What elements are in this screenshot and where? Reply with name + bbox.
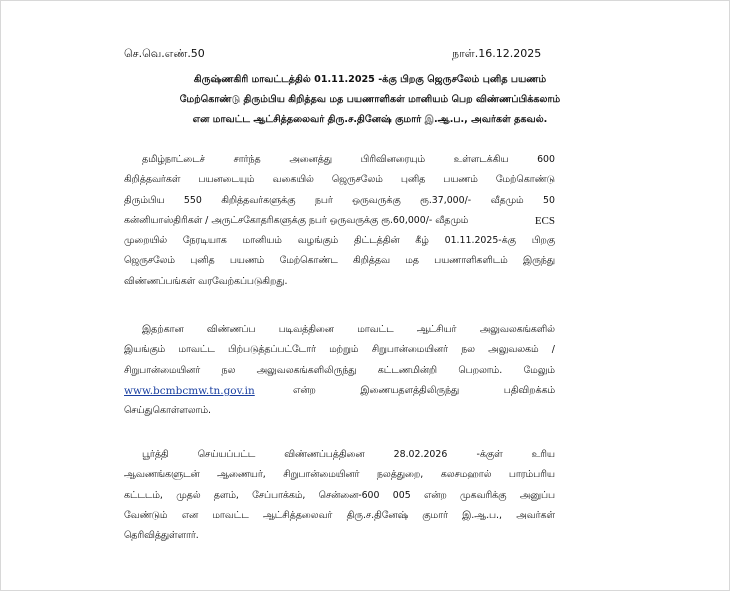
word: அலுவலகம் [488,344,539,356]
word: பதிவிறக்கம் [503,384,555,396]
word: வீதமும் [490,194,524,206]
word: 50 [543,194,555,206]
paragraph-last-line: தெரிவித்துள்ளார். [124,530,199,542]
word: கட்டடம், [124,489,163,501]
word: செய்யப்பட்ட [197,449,256,460]
word: கிறித்தவர்களுக்கு [221,194,296,206]
justified-line [124,486,555,506]
word: திரும்பிய [124,194,165,206]
word: பூர்த்தி [142,449,169,460]
word: பாரம்பரிய [508,469,555,481]
word: மாவட்ட [212,509,249,521]
justified-line [124,211,555,231]
line-rest-words [293,381,555,401]
word: ஆட்சியர் [416,324,457,335]
word: பெறலாம். [458,364,503,376]
press-release-date: நாள்.16.12.2025 [452,47,542,60]
word: என்ற [423,489,447,501]
word: புனித [190,255,215,267]
word: சிறுபான்மையினர் [371,344,448,356]
word: நபர் [314,194,333,206]
word: உள்ளடக்கிய [453,154,509,165]
word: முறையில் [124,235,168,247]
word: பயணம் [229,255,265,267]
word: பிரிவினரையும் [360,154,426,165]
word: சென்னை-600 [318,489,380,501]
word: மேற்கொண்ட [279,255,338,267]
word: இயங்கும் [124,344,166,356]
word: ஜெருசலேம் [331,174,383,186]
justified-line [124,231,555,251]
word: ரூ.37,000/- [420,194,472,206]
word: வழங்கும் [297,235,339,247]
justified-line [124,170,555,190]
word: சேப்பாக்கம், [252,489,306,501]
word: திட்டத்தின் [354,235,400,247]
word: விண்ணப்பத்தினை [284,449,365,460]
word: இ.ஆ.ப., [462,509,502,521]
word: மத [405,255,419,267]
word: ஜெருசலேம் [124,255,175,267]
word: மேற்கொண்டு [495,174,555,186]
website-link[interactable]: www.bcmbcmw.tn.gov.in [124,384,255,397]
word: மாவட்ட [178,344,215,356]
word: என [181,509,199,521]
word: நேரடியாக [182,235,227,247]
word: கட்டணமின்றி [377,364,438,376]
paragraph-last-line: விண்ணப்பங்கள் வரவேற்கப்படுகிறது. [124,275,288,287]
word: அவர்கள் [516,509,555,521]
paragraph-last-line: செய்துகொள்ளலாம். [124,405,211,417]
word: மற்றும் [329,344,359,356]
word: 600 [537,154,555,165]
word: 28.02.2026 [393,449,448,460]
title-line: என மாவட்ட ஆட்சித்தலைவர் திரு.ச.தினேஷ் குமார் இ.ஆ.ப., அவர்கள் தகவல். [192,114,548,125]
word: குமார் [422,509,448,521]
justified-line [124,361,555,381]
title-line: மேற்கொண்டு திரும்பிய கிறித்தவ மத பயணாளிகள் மானியம் பெற விண்ணப்பிக்கலாம் [179,94,561,105]
word: விண்ணப்ப [206,324,256,335]
justified-line [124,465,555,485]
justified-line [124,191,555,211]
paragraph-scheme-details [124,150,555,292]
document-title [110,70,630,130]
word: பிற்படுத்தப்பட்டோர் [228,344,316,356]
justified-line [124,340,555,360]
justified-line [124,506,555,526]
word: நல [221,364,236,376]
paragraph-submission-details [124,445,555,546]
word: தளம், [213,489,239,501]
word: நலத்துறை, [376,469,424,481]
justified-line [124,251,555,271]
word: பயணம் [443,174,478,186]
word: இருந்து [523,255,555,267]
word: முதல் [176,489,201,501]
reference-number: செ.வெ.எண்.50 [124,47,205,60]
paragraph-application-form [124,320,555,421]
word: சிறுபான்மையினர் [283,469,360,481]
word: படிவத்தினை [278,324,334,335]
word: முகவரிக்கு [460,489,507,501]
word: ஒருவருக்கு [352,194,401,206]
word: புனித [400,174,426,186]
word: சிறுபான்மையினர் [124,364,201,376]
title-line: கிருஷ்ணகிரி மாவட்டத்தில் 01.11.2025 -க்கு பிறகு ஜெருசலேம் புனித பயணம் [193,74,547,85]
justified-line [124,150,555,170]
word: 01.11.2025-க்கு [444,235,516,247]
word: -க்குள் [476,449,503,460]
word: மாவட்ட [357,324,394,335]
word: மானியம் [242,235,282,247]
word: ஆணையர், [217,469,266,481]
word: பயனடையும் [198,174,255,186]
word: நல [461,344,475,356]
word: மேலும் [523,364,555,376]
justified-line [124,320,555,340]
word: தமிழ்நாட்டைச் [142,154,205,165]
justified-line [124,445,555,465]
text-segment: கன்னியாஸ்திரிகள் / அருட்சகோதரிகளுக்கு நபர் ஒருவருக்கு ரூ.60,000/- வீதமும் [124,214,469,226]
word: 550 [183,194,202,206]
word: கிறித்தவர்கள் [124,174,181,186]
word: அனுப்ப [519,489,555,501]
word: ஆவணங்களுடன் [124,469,200,481]
word: ஆட்சித்தலைவர் [262,509,333,521]
word: பிறகு [531,235,555,247]
word: கலசமஹால் [440,469,492,481]
word: சார்ந்த [233,154,261,165]
word: கீழ் [415,235,429,247]
word: வேண்டும் [124,509,168,521]
word: என்ற [293,384,316,396]
word: இணையதளத்திலிருந்து [360,384,460,396]
word: அலுவலகங்களிலிருந்து [256,364,357,376]
word: உரிய [531,449,555,460]
ecs-text: ECS [534,214,555,227]
word: அலுவலகங்களில் [479,324,555,335]
word: அனைத்து [289,154,332,165]
word: கிறித்தவ [353,255,390,267]
word: வகையில் [272,174,314,186]
word: பயணாளிகளிடம் [434,255,508,267]
justified-line [124,381,555,401]
word: இதற்கான [142,324,184,335]
word: 005 [392,489,411,501]
word: / [551,344,555,356]
word: திரு.ச.தினேஷ் [346,509,409,521]
